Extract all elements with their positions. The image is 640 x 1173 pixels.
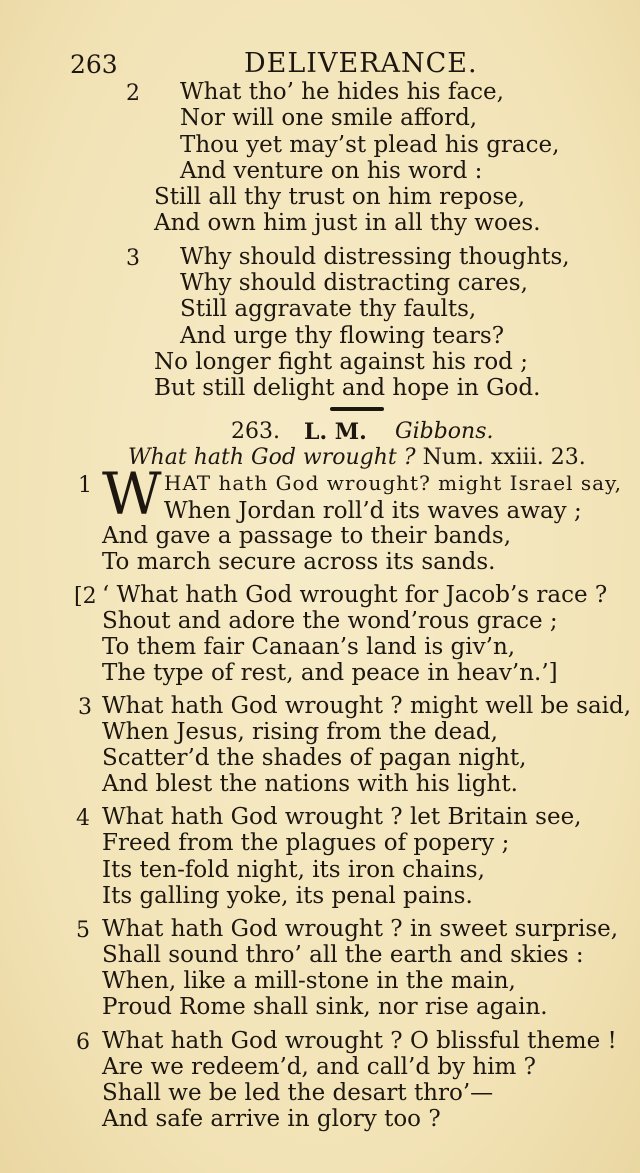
verse-line: Why should distressing thoughts, [180,244,570,270]
verse-line: What tho’ he hides his face, [180,79,504,105]
verse-line: And own him just in all thy woes. [154,210,541,236]
verse-line: To them fair Canaan’s land is giv’n, [102,634,516,660]
verse-line: When Jesus, rising from the dead, [102,719,498,745]
hymn-meter: L. M. [304,419,367,445]
verse-line: Its ten-fold night, its iron chains, [102,857,485,883]
verse-line: ‘ What hath God wrought for Jacob’s race ? [102,582,608,608]
stanza-number: 3 [126,246,140,271]
verse-line: The type of rest, and peace in heav’n.’] [102,660,558,686]
verse-line: And blest the nations with his light. [102,771,518,797]
verse-line: What hath God wrought ? O blissful theme ! [102,1028,617,1054]
stanza-number: [2 [74,584,97,609]
verse-line: And venture on his word : [180,158,483,184]
verse-line: Still all thy trust on him repose, [154,184,526,210]
verse-line: No longer fight against his rod ; [154,349,528,375]
verse-line: What hath God wrought ? might well be said, [102,693,632,719]
stanza-number: 5 [76,918,90,943]
verse-line: And gave a passage to their bands, [102,523,512,549]
verse-line: Scatter’d the shades of pagan night, [102,745,527,771]
stanza-number: 6 [76,1030,90,1055]
verse-line: What hath God wrought ? in sweet surprise, [102,916,619,942]
verse-line: Why should distracting cares, [180,270,528,296]
verse-line: Freed from the plagues of popery ; [102,830,510,856]
stanza-number: 2 [126,81,140,106]
verse-line: And safe arrive in glory too ? [102,1106,441,1132]
stanza-number: 4 [76,806,90,831]
verse-line: But still delight and hope in God. [154,375,541,401]
verse-line: Still aggravate thy faults, [180,296,477,322]
verse-line: Proud Rome shall sink, nor rise again. [102,994,548,1020]
verse-line: Its galling yoke, its penal pains. [102,883,473,909]
verse-line: What hath God wrought ? let Britain see, [102,804,582,830]
hymn-number: 263. [231,419,280,444]
running-title: DELIVERANCE. [244,48,478,79]
verse-line: Shall we be led the desart thro’— [102,1080,494,1106]
verse-line: To march secure across its sands. [102,549,496,575]
verse-line: And urge thy flowing tears? [180,323,505,349]
scripture-reference: Num. xxiii. 23. [422,445,586,470]
verse-line: Nor will one smile afford, [180,105,478,131]
hymn-subtitle [128,445,586,470]
hymn-tune: Gibbons. [395,419,494,444]
verse-line: When Jordan roll’d its waves away ; [164,498,582,524]
drop-cap: W [102,460,162,528]
verse-line: HAT hath God wrought? might Israel say, [164,471,623,495]
verse-line: Are we redeem’d, and call’d by him ? [102,1054,537,1080]
subtitle-text: What hath God wrought ? [128,445,416,470]
verse-line: When, like a mill-stone in the main, [102,968,516,994]
verse-line: Shall sound thro’ all the earth and skies : [102,942,584,968]
stanza-number: 1 [78,473,92,498]
page-number: 263 [70,50,118,79]
verse-line: Thou yet may’st plead his grace, [180,132,560,158]
ornamental-rule [330,407,384,411]
stanza-number: 3 [78,695,92,720]
verse-line: Shout and adore the wond’rous grace ; [102,608,558,634]
